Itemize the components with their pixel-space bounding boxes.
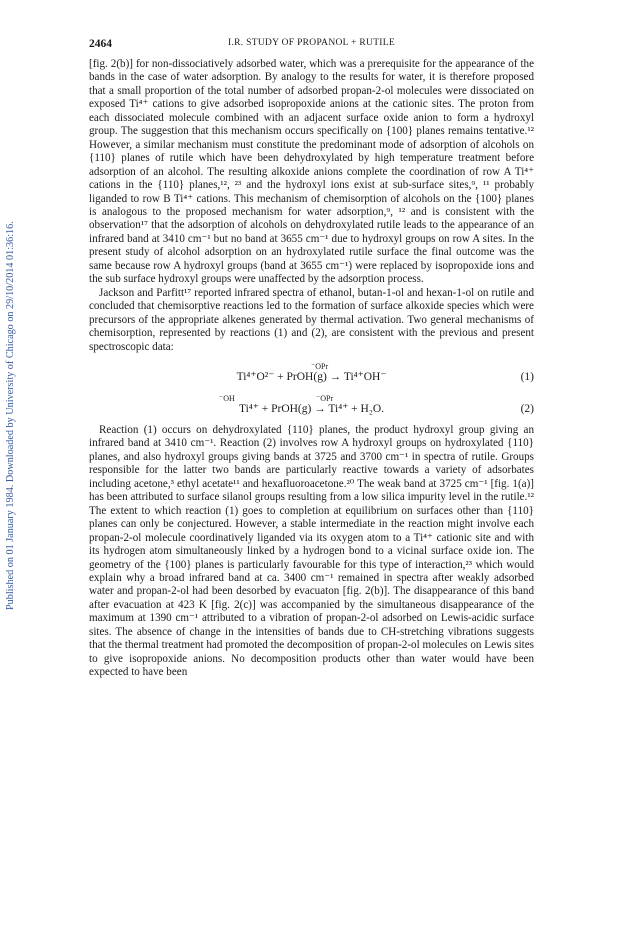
equation-left: Ti⁴⁺O²⁻ + PrOH(g) → (236, 370, 342, 383)
equation-left: Ti⁴⁺ + PrOH(g) → (238, 402, 326, 415)
running-head: I.R. STUDY OF PROPANOL + RUTILE (228, 38, 395, 48)
equation-right: Ti⁴⁺ + H₂O. (328, 402, 385, 415)
equation-right: Ti⁴⁺OH⁻ (343, 370, 387, 383)
equation-2 (89, 386, 534, 418)
equation-1 (89, 354, 534, 386)
page-header (89, 38, 534, 52)
paragraph: Reaction (1) occurs on dehydroxylated {110} planes, the product hydroxyl group giving an infrared band at 3410 cm⁻¹. Reaction (2) involves row A hydroxyl groups on hydroxylated {110} planes, and also hydroxyl groups giving bands at 3725 and 3700 cm⁻¹ in spectra of rutile. Groups responsible for the latter two bands are particularly reactive towards a variety of adsorbates including acetone,³ ethyl acetate¹¹ and hexafluoroacetone.²⁰ The weak band at 3725 cm⁻¹ [fig. 1(a)] has been attributed to surface silanol groups resulting from a low silica impurity level in the rutile.¹² The extent to which reaction (1) goes to completion at equilibrium on surfaces other than {110} planes can only be conjectured. However, a stable intermediate in the reaction might involve each propan-2-ol molecule coordinatively liganded via its oxygen atom to a Ti⁴⁺ cationic site and with its hydrogen atom simultaneously linked by a hydrogen bond to a vicinal surface oxide ion. The geometry of the {100} planes is particularly favourable for this type of interaction,²³ which would explain why a broad infrared band at ca. 3400 cm⁻¹ remained in spectra after weakly adsorbed water and propan-2-ol had been desorbed by evacuaton [fig. 2(b)]. The disappearance of this band after evacuation at 423 K [fig. 2(c)] was accompanied by the simultaneous disappearance of the maximum at 1390 cm⁻¹ attributed to a vibration of propan-2-ol adsorbed on Lewis-acidic surface sites. The absence of change in the intensities of bands due to CH-stretching vibrations suggests that the thermal treatment had promoted the decomposition of propan-2-ol molecules on Lewis sites to give isopropoxide anions. No decomposition products other than water would have been expected to have been (89, 423, 534, 679)
paragraph: Jackson and Parfitt¹⁷ reported infrared spectra of ethanol, butan-1-ol and hexan-1-ol on rutile and concluded that chemisorptive reactions led to the formation of surface alkoxide species which were precursors of the appropriate alkenes generated by thermal activation. Two general mechanisms of chemisorption, represented by reactions (1) and (2), are consistent with the previous and present spectroscopic data: (89, 286, 534, 353)
paragraph: [fig. 2(b)] for non-dissociatively adsorbed water, which was a prerequisite for the appearance of the bands in the case of water adsorption. By analogy to the results for water, it is therefore proposed that a small proportion of the total number of adsorbed propan-2-ol molecules were dissociated on exposed Ti⁴⁺ cations to give adsorbed isopropoxide anions at the cationic sites. The proton from each dissociated molecule combined with an adjacent surface oxide anion to form a hydroxyl group. The suggestion that this mechanism occurs specifically on {100} planes remains tentative.¹² However, a similar mechanism must constitute the predominant mode of adsorption of alcohols on {110} planes of rutile which have been dehydroxylated by high temperature treatment before adsorption of an alcohol. The resulting alkoxide anions complete the coordination of row A Ti⁴⁺ cations in the {110} planes,¹², ²³ and the hydroxyl ions exist at sub-surface sites,⁹, ¹¹ probably liganded to row B Ti⁴⁺ cations. This mechanism of chemisorption of alcohols on the {100} planes is analogous to the proposed mechanism for water adsorption,⁹, ¹² and is consistent with the observation¹⁷ that the adsorption of alcohols on dehydroxylated rutile leads to the appearance of an infrared band at 3410 cm⁻¹ but no band at 3655 cm⁻¹ due to hydroxyl groups on row A sites. In the present study of alcohol adsorption on an hydroxylated rutile surface the final outcome was the same because row A hydroxyl groups (band at 3655 cm⁻¹) were replaced by isopropoxide ions and the sub surface hydroxyl groups were unaffected by the adsorption process. (89, 58, 534, 286)
equation-over-label: ⁻OH (219, 393, 235, 403)
download-watermark: Published on 01 January 1984. Downloaded by University of Chicago on 29/10/2014 01:36:16. (5, 221, 16, 610)
equation-number: (1) (520, 370, 534, 383)
equation-over-label: ⁻OPr (311, 361, 329, 371)
page-number: 2464 (89, 38, 112, 50)
equation-over-label: ⁻OPr (316, 393, 334, 403)
article-body (89, 58, 534, 680)
equation-number: (2) (520, 402, 534, 415)
